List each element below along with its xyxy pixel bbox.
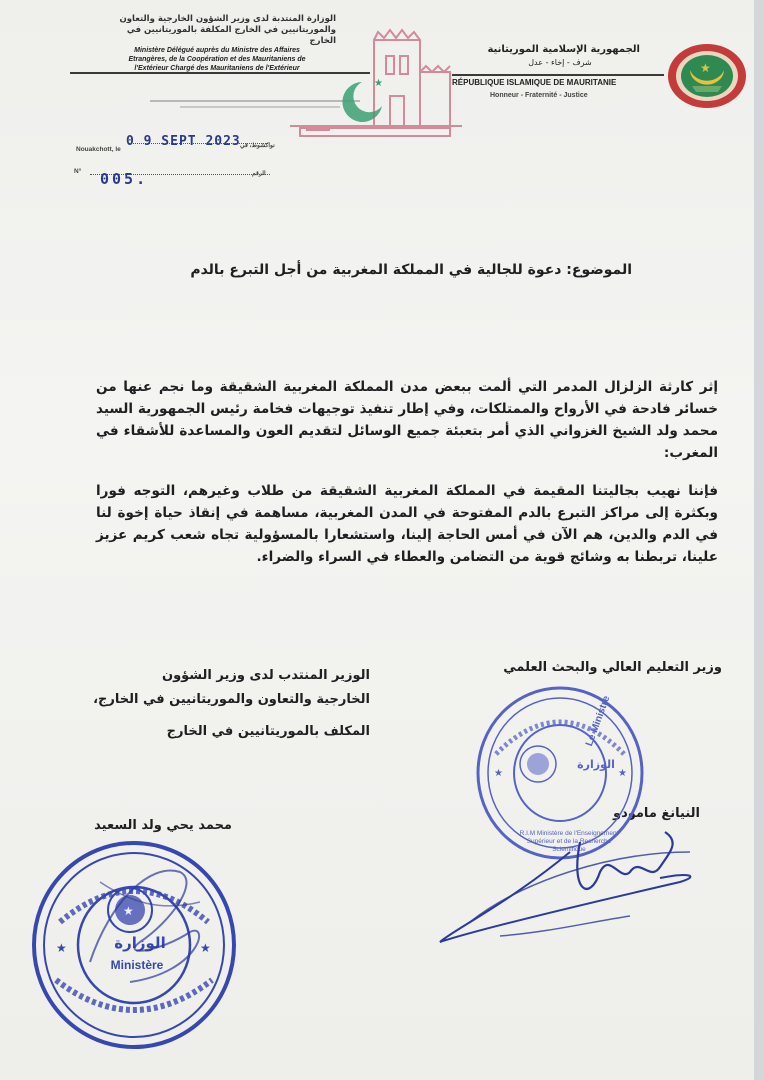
subject-line: الموضوع: دعوة للجالية في المملكة المغربية من أجل التبرع بالدم — [190, 262, 632, 278]
left-stamp-center-ar: الوزارة — [114, 934, 166, 952]
header-rule-right — [452, 74, 664, 76]
ministry-header-ar-line-1: الوزارة المنتدبة لدى وزير الشؤون الخارجية والتعاون — [119, 14, 336, 24]
body-paragraph-1: إثر كارثة الزلزال المدمر التي ألمت ببعض مدن المملكة المغربية الشقيقة وما نجم عنها من خسائر فادحة في الأرواح والممتلكات، وفي إطار تنفيذ توجيهات فخامة رئيس الجمهورية السيد محمد ولد الشيخ الغزواني الذي أمر بتعبئة جميع الوسائل لتقديم العون والمساعدة للأشقاء في المغرب: — [96, 379, 718, 461]
right-stamp-inner-ar: الوزارة — [577, 758, 615, 771]
number-label: N° — [74, 168, 82, 175]
page-edge — [754, 0, 764, 1080]
republic-motto-fr: Honneur - Fraternité - Justice — [490, 92, 588, 99]
minaret-crescent-emblem-icon — [290, 26, 470, 144]
svg-text:★: ★ — [123, 904, 134, 918]
republic-title-fr: RÉPUBLIQUE ISLAMIQUE DE MAURITANIE — [452, 78, 617, 87]
svg-text:★: ★ — [618, 768, 627, 779]
left-signatory-name: محمد يحي ولد السعيد — [94, 818, 232, 833]
right-signatory-title: وزير التعليم العالي والبحث العلمي — [503, 660, 722, 675]
svg-text:★: ★ — [200, 941, 211, 955]
date-label: Nouakchott, le — [76, 146, 121, 153]
right-handwritten-signature — [430, 812, 710, 952]
svg-text:★: ★ — [700, 61, 711, 75]
svg-text:★: ★ — [56, 941, 67, 955]
ministry-header-fr-line-1: Ministère Délégué auprès du Ministre des Affaires — [134, 47, 300, 54]
body-paragraph-2: فإننا نهيب بجاليتنا المقيمة في المملكة المغربية الشقيقة من طلاب وغيرهم، التوجه فورا وبكثرة إلى مراكز التبرع بالدم المفتوحة في المدن المغربية، مساهمة في إنقاذ حياة إخوة لنا في الدم والدين، هم الآن في أمس الحاجة إلينا، واستشعارا بالمسؤولية تجاه شعب كريم عزيز علينا، تربطنا به وشائج قوية من التضامن والعطاء في السراء والضراء. — [96, 483, 718, 565]
reference-number: 005. — [100, 170, 149, 188]
mauritania-seal-icon — [666, 42, 748, 110]
ministry-header-ar-line-2: والموريتانيين في الخارج المكلفة بالموريتانيين في — [126, 25, 336, 35]
date-stamp: 0 9 SEPT 2023 — [126, 134, 241, 149]
left-signatory-title-line-1: الوزير المنتدب لدى وزير الشؤون — [161, 668, 370, 683]
right-signatory-name: النيانغ مامودو — [612, 806, 700, 821]
left-handwritten-signature — [70, 842, 220, 992]
left-signatory-title — [60, 664, 370, 744]
ministry-header-fr-line-3: l'Extérieur Chargé des Mauritaniens de l'Extérieur — [134, 65, 300, 72]
right-stamp-ring-fr: R.I.M Ministère de l'Enseignement Supérieur et de la Recherche Scientifique — [519, 830, 619, 853]
left-signatory-title-line-2: الخارجية والتعاون والموريتانيين في الخارج، — [93, 692, 370, 707]
svg-text:★: ★ — [374, 78, 383, 89]
svg-text:★: ★ — [494, 768, 503, 779]
ministry-header-fr-line-2: Etrangères, de la Coopération et des Mauritaniens de — [128, 56, 306, 63]
right-stamp-inner-fr: Le Ministre — [584, 694, 613, 748]
ministry-header-ar-line-3: الخارج — [309, 36, 336, 46]
republic-title-ar: الجمهورية الإسلامية الموريتانية — [487, 44, 640, 55]
left-stamp-center-fr: Ministère — [110, 958, 164, 972]
number-label-ar: الرقم — [252, 171, 266, 177]
date-label-ar: نواكشوط، في — [240, 143, 275, 149]
republic-motto-ar: شرف - إخاء - عدل — [528, 58, 592, 67]
left-signatory-title-line-3: المكلف بالموريتانيين في الخارج — [166, 724, 370, 739]
